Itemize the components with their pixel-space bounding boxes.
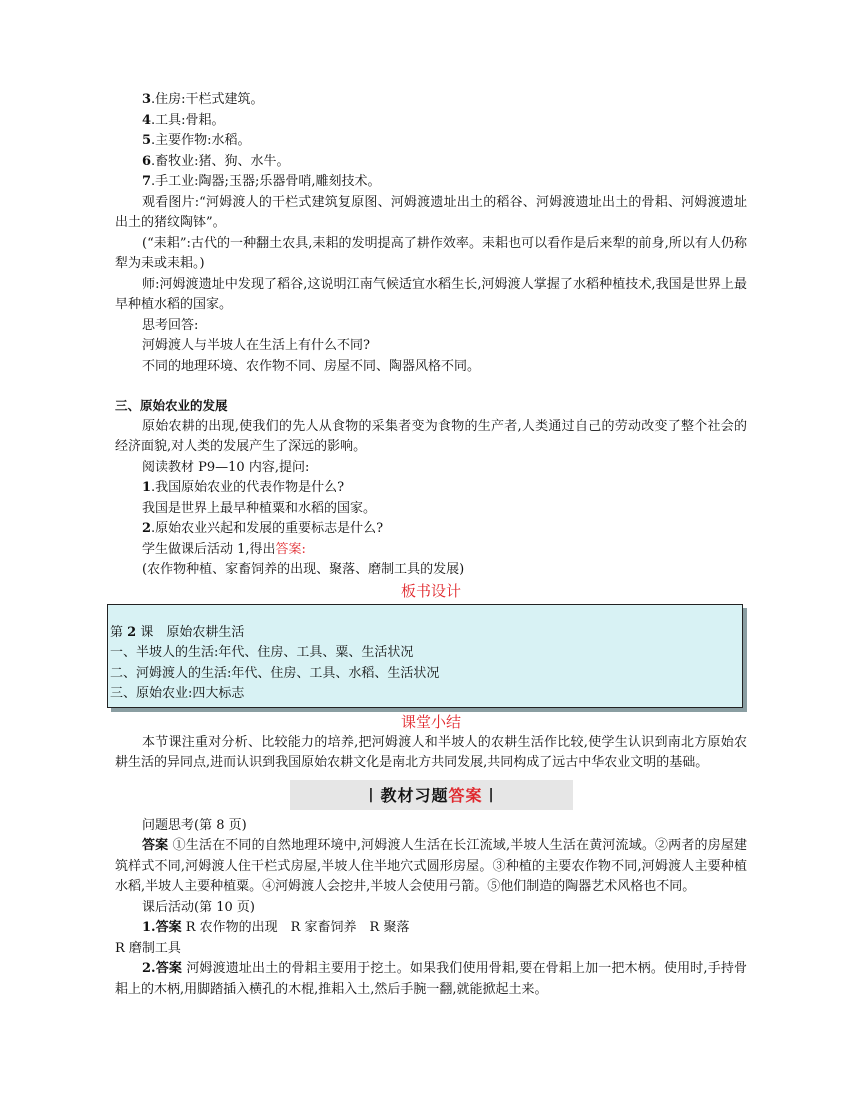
activity-line: 学生做课后活动 1,得出答案: — [142, 541, 306, 557]
observe-paragraph: 观看图片:“河姆渡人的干栏式建筑复原图、河姆渡遗址出土的稻谷、河姆渡遗址出土的骨耜、河姆渡遗址出土的猪纹陶钵”。 — [115, 194, 747, 230]
item-3: 3.住房:干栏式建筑。 — [142, 92, 264, 107]
item-6: 6.畜牧业:猪、狗、水牛。 — [142, 153, 290, 169]
board-line-1: 一、半坡人的生活:年代、住房、工具、粟、生活状况 — [110, 645, 414, 660]
problem-title: 问题思考(第 8 页) — [142, 817, 247, 833]
question-1: 1.我国原始农业的代表作物是什么? — [142, 480, 345, 495]
read-line: 阅读教材 P9—10 内容,提问: — [142, 459, 310, 475]
item-5: 5.主要作物:水稻。 — [142, 133, 251, 148]
after-activity-1-cont: R 磨制工具 — [115, 940, 181, 956]
board-line-3: 三、原始农业:四大标志 — [110, 686, 245, 701]
think-label: 思考回答: — [142, 317, 199, 333]
textbook-exercise-answer-banner: | 教材习题 答案 | — [290, 780, 573, 810]
teacher-paragraph: 师:河姆渡遗址中发现了稻谷,这说明江南气候适宜水稻生长,河姆渡人掌握了水稻种植技术,我国是世界上最早种植水稻的国家。 — [115, 276, 747, 312]
board-design-box — [107, 604, 743, 708]
leisi-paragraph: (“耒耜”:古代的一种翻土农具,耒耜的发明提高了耕作效率。耒耜也可以看作是后来犁的前身,所以有人仍称犁为耒或耒耜。) — [115, 235, 747, 271]
board-lesson-title: 第 2 课 原始农耕生活 — [110, 624, 245, 640]
section-3-title: 三、原始农业的发展 — [115, 398, 228, 413]
activity-answer-label: 答案: — [275, 541, 306, 557]
think-answer: 不同的地理环境、农作物不同、房屋不同、陶器风格不同。 — [142, 358, 481, 374]
banner-answer-text: 答案 — [448, 786, 483, 805]
board-design-title: 板书设计 — [400, 581, 461, 600]
board-line-2: 二、河姆渡人的生活:年代、住房、工具、水稻、生活状况 — [110, 665, 440, 681]
section-3-paragraph: 原始农耕的出现,使我们的先人从食物的采集者变为食物的生产者,人类通过自己的劳动改变了整个社会的经济面貌,对人类的发展产生了深远的影响。 — [115, 418, 747, 454]
after-activity-title: 课后活动(第 10 页) — [142, 899, 255, 915]
question-2: 2.原始农业兴起和发展的重要标志是什么? — [142, 521, 384, 536]
item-7: 7.手工业:陶器;玉器;乐器骨哨,雕刻技术。 — [142, 174, 381, 189]
answer-1: 我国是世界上最早种植粟和水稻的国家。 — [142, 500, 377, 516]
think-question: 河姆渡人与半坡人在生活上有什么不同? — [142, 338, 370, 353]
after-activity-2: 2.答案 河姆渡遗址出土的骨耜主要用于挖土。如果我们使用骨耜,要在骨耜上加一把木柄。使用时,手持骨耜上的木柄,用脚踏插入横孔的木棍,推耜入土,然后手腕一翻,就能掀起土来。 — [115, 961, 747, 997]
summary-paragraph: 本节课注重对分析、比较能力的培养,把河姆渡人和半坡人的农耕生活作比较,使学生认识到南北方原始农耕生活的异同点,进而认识到我国原始农耕文化是南北方共同发展,共同构成了远古中华农业文明的基础。 — [115, 734, 747, 770]
activity-result: (农作物种植、家畜饲养的出现、聚落、磨制工具的发展) — [142, 562, 465, 577]
after-activity-1: 1.答案 R 农作物的出现 R 家畜饲养 R 聚落 — [142, 920, 410, 935]
document-content — [110, 90, 747, 1000]
problem-answer: 答案 ①生活在不同的自然地理环境中,河姆渡人生活在长江流域,半坡人生活在黄河流域。②两者的房屋建筑样式不同,河姆渡人住干栏式房屋,半坡人住半地穴式圆形房屋。③种植的主要农作物不同,河姆渡人主要种植水稻,半坡人主要种植粟。④河姆渡人会挖井,半坡人会使用弓箭。⑤他们制造的陶器艺术风格也不同。 — [115, 838, 747, 894]
banner-main-text: 教材习题 — [380, 786, 449, 805]
item-4: 4.工具:骨耜。 — [142, 112, 225, 128]
summary-title: 课堂小结 — [400, 712, 461, 731]
